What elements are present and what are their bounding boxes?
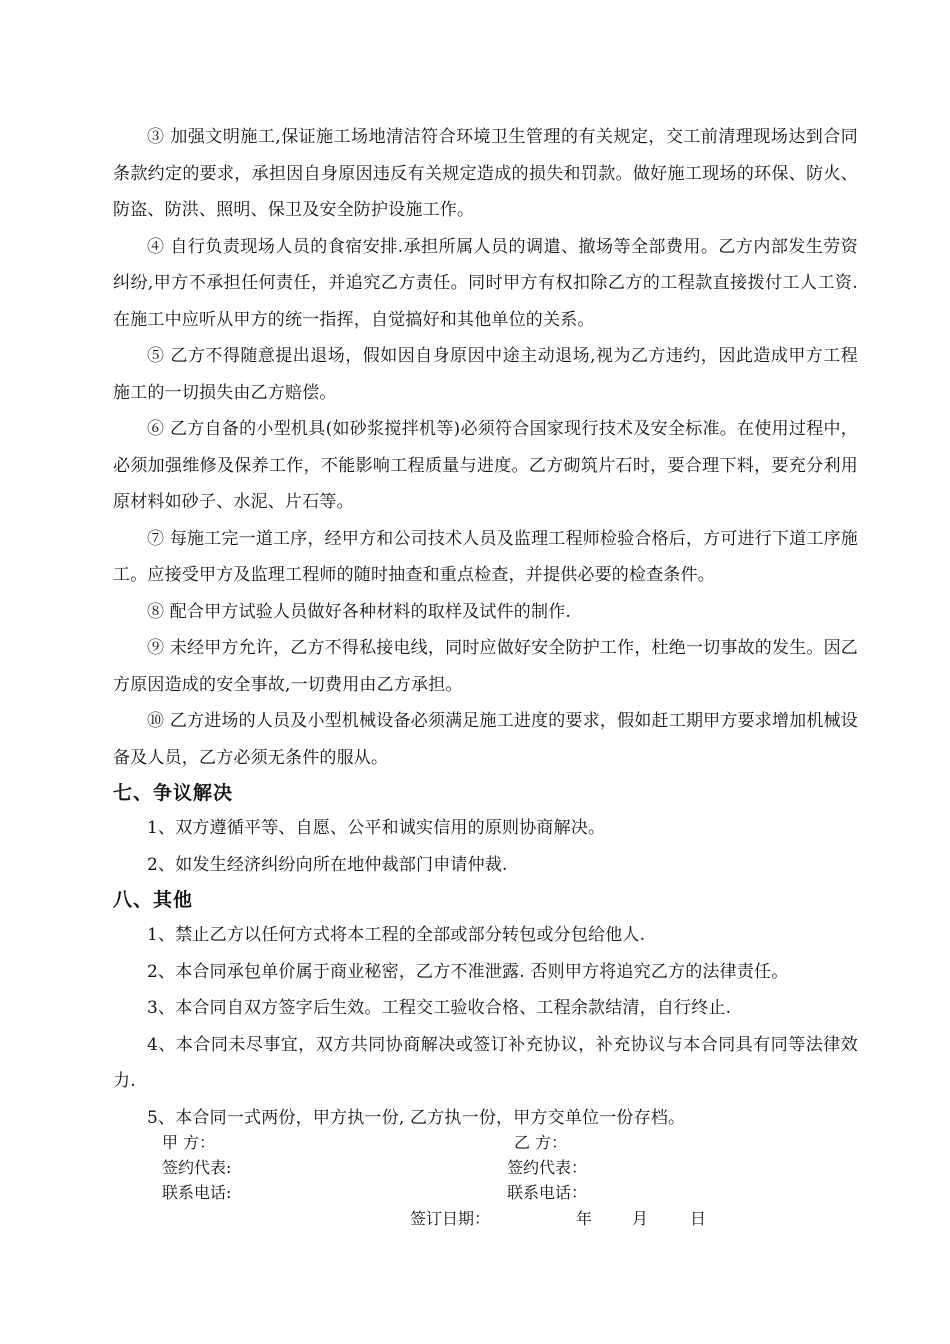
party-b-phone: 联系电话： bbox=[507, 1183, 588, 1202]
party-a-representative: 签约代表: bbox=[162, 1158, 232, 1177]
section-7-heading: 七、争议解决 bbox=[113, 782, 234, 804]
party-b-label: 乙 方： bbox=[514, 1133, 568, 1152]
sign-date-label: 签订日期： bbox=[410, 1209, 491, 1228]
section-8-item-1: 1、禁止乙方以任何方式将本工程的全部或部分转包或分包给他人. bbox=[147, 925, 646, 945]
clause-5: ⑤ 乙方不得随意提出退场，假如因自身原因中途主动退场,视为乙方违约，因此造成甲方工程施工的一切损失由乙方赔偿。 bbox=[113, 346, 858, 403]
sign-date-month: 月 bbox=[632, 1209, 649, 1228]
section-7-item-1: 1、双方遵循平等、自愿、公平和诚实信用的原则协商解决。 bbox=[147, 818, 606, 838]
clause-10: ⑩ 乙方进场的人员及小型机械设备必须满足施工进度的要求，假如赶工期甲方要求增加机械设备及人员，乙方必须无条件的服从。 bbox=[113, 711, 858, 768]
contract-body bbox=[113, 119, 858, 1136]
party-a-label: 甲 方： bbox=[162, 1133, 216, 1152]
section-8-item-5: 5、本合同一式两份，甲方执一份, 乙方执一份，甲方交单位一份存档。 bbox=[147, 1107, 686, 1128]
section-7-item-2: 2、如发生经济纠纷向所在地仲裁部门申请仲裁. bbox=[147, 854, 508, 875]
clause-9: ⑨ 未经甲方允许，乙方不得私接电线，同时应做好安全防护工作，杜绝一切事故的发生。因乙方原因造成的安全事故,一切费用由乙方承担。 bbox=[113, 638, 858, 695]
sign-date-day: 日 bbox=[690, 1209, 707, 1228]
clause-4: ④ 自行负责现场人员的食宿安排.承担所属人员的调遣、撤场等全部费用。乙方内部发生劳资纠纷,甲方不承担任何责任，并追究乙方责任。同时甲方有权扣除乙方的工程款直接拨付工人工资.在施工中应听从甲方的统一指挥，自觉搞好和其他单位的关系。 bbox=[113, 236, 858, 330]
clause-8: ⑧ 配合甲方试验人员做好各种材料的取样及试件的制作. bbox=[147, 601, 572, 622]
section-8-item-3: 3、本合同自双方签字后生效。工程交工验收合格、工程余款结清，自行终止. bbox=[147, 998, 732, 1018]
sign-date-year: 年 bbox=[576, 1209, 593, 1228]
section-8-item-2: 2、本合同承包单价属于商业秘密，乙方不准泄露. 否则甲方将追究乙方的法律责任。 bbox=[147, 961, 789, 982]
party-a-phone: 联系电话: bbox=[162, 1183, 232, 1202]
section-8-heading: 八、其他 bbox=[113, 889, 194, 911]
party-b-representative: 签约代表： bbox=[507, 1158, 588, 1177]
clause-3: ③ 加强文明施工,保证施工场地清洁符合环境卫生管理的有关规定，交工前清理现场达到合同条款约定的要求，承担因自身原因违反有关规定造成的损失和罚款。做好施工现场的环保、防火、防盗、防洪、照明、保卫及安全防护设施工作。 bbox=[113, 127, 858, 220]
clause-6: ⑥ 乙方自备的小型机具(如砂浆搅拌机等)必须符合国家现行技术及安全标准。在使用过程中，必须加强维修及保养工作，不能影响工程质量与进度。乙方砌筑片石时，要合理下料，要充分利用原材料如砂子、水泥、片石等。 bbox=[113, 419, 858, 512]
section-8-item-4: 4、本合同未尽事宜，双方共同协商解决或签订补充协议，补充协议与本合同具有同等法律效力. bbox=[113, 1034, 858, 1091]
clause-7: ⑦ 每施工完一道工序，经甲方和公司技术人员及监理工程师检验合格后，方可进行下道工序施工。应接受甲方及监理工程师的随时抽查和重点检查，并提供必要的检查条件。 bbox=[113, 528, 858, 585]
